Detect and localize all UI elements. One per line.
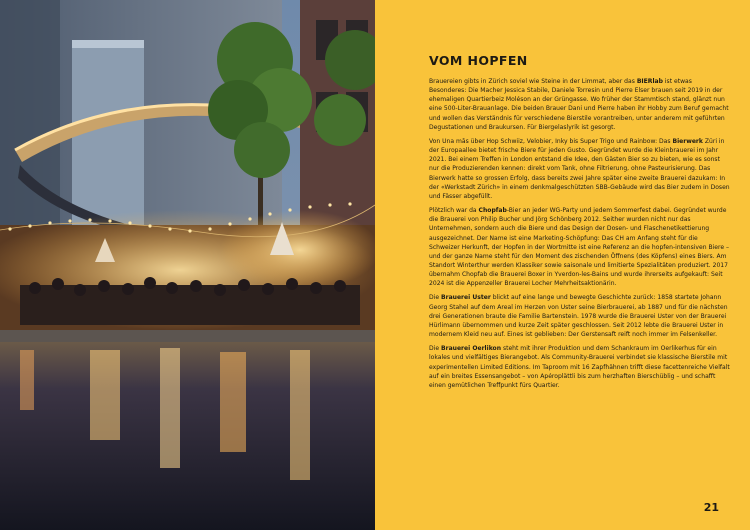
paragraph-2 bbox=[429, 137, 730, 201]
text-run: Die bbox=[429, 294, 441, 302]
text-run: Von Una mās über Hop Schwiiz, Velobier, Inky bis Super Trigo und Rainbow: Das bbox=[429, 137, 673, 145]
brewery-name: BIERlab bbox=[636, 78, 663, 85]
text-run: Brauereien gibts in Zürich soviel wie Steine in der Limmat, aber das bbox=[429, 78, 637, 85]
text-run: Die bbox=[429, 345, 441, 353]
brewery-name: Chopfab bbox=[478, 207, 507, 215]
page-title: VOM HOPFEN bbox=[429, 53, 528, 68]
text-run: ist etwas Besonderes: Die Macher Jessica Stabile, Daniele Torresin und Pierre Elser brauen seit 2019 in der ehemaligen Quartierbeiz Moléson an der Grüngasse. Wo früher der Stammtisch stand, glänzt nun eine 500-Liter-Brauanlage. Die beiden Brauer Dani und Pierre haben ihr Hobby zum Beruf gemacht und wollen das Verständnis für verschiedene Bierstile vorantreiben, unter anderem mit geführten Degustationen und Braukursen. Für Biergelaslyrik ist gesorgt. bbox=[429, 78, 729, 131]
quay-edge bbox=[0, 330, 375, 342]
brewery-name: Brauerei Oerlikon bbox=[440, 345, 502, 353]
text-run: blickt auf eine lange und bewegte Geschichte zurück: 1858 startete Johann Georg Stahel auf dem Areal im Herzen von Uster seine Bierbrauerei, ab 1887 und für die nächsten drei Generationen braute die Familie Bartenstein. 1978 wurde die Brauerei Uster von der Brauerei Hürlimann übernommen und kurze Zeit später geschlossen. Seit 2012 lebte die Brauerei Uster in modernem Kleid neu auf. Eines ist geblieben: Der Gerstensaft reift noch immer im Felsenkeller. bbox=[429, 294, 728, 339]
text-run: Plötzlich war da bbox=[429, 207, 479, 215]
page-number: 21 bbox=[703, 501, 719, 514]
text-run: -Bier an jeder WG-Party und jedem Sommerfest dabei. Gegründet wurde die Brauerei von Philip Bucher und Jörg Schönberg 2012. Seither wurden nicht nur das Unternehmen, sondern auch die Biere und das Design der Dosen- und Flaschenetikettierung ausgezeichnet. Der Name ist eine Marketing-Schöpfung: Das CH am Anfang steht für die Schweizer Herkunft, der Hopfen in der Wortmitte ist eine Referenz an die hopfen-intensiven Biere – und der ganze Name steht für den Moment des zischenden Öffnens (des Köpfens) eines Biers. Am Standort Winterthur werden Klassiker sowie saisonale und limitierte Spezialitäten produziert. 2017 übernahm Chopfab die Brauerei Boxer in Yverdon-les-Bains und wurde ihrerseits aufgekauft: Seit 2024 ist die Appenzeller Brauerei Locher Mehrheitsaktionärin. bbox=[429, 207, 730, 288]
paragraph-1 bbox=[429, 77, 730, 132]
article-body bbox=[429, 77, 730, 390]
paragraph-3 bbox=[429, 206, 730, 288]
text-run: Züri in der Europaallee bietet frische Biere für jeden Gusto. Gegründet wurde die Kleinbrauerei im Jahr 2021. Bei einem Treffen in London entstand die Idee, den Gästen Bier so zu bieten, wie es sonst nur die Produzierenden kennen: direkt vom Tank, ohne Filtrierung, ohne Pasteurisierung. Das Bierwerk hatte so grossen Erfolg, dass bereits zwei Jahre später eine zweite Brauerei dazukam: In der «Werkstadt Zürich» in einem denkmalgeschützten SBB-Gebäude wird das Bier zudem in Dosen und Fässer abgefüllt. bbox=[429, 137, 730, 200]
text-page bbox=[375, 0, 750, 530]
brewery-name: Bierwerk bbox=[672, 137, 703, 145]
brewery-name: Brauerei Uster bbox=[440, 294, 491, 302]
paragraph-5 bbox=[429, 344, 730, 390]
paragraph-4 bbox=[429, 293, 730, 339]
text-run: steht mit ihrer Produktion und dem Schankraum im Oerlikerhus für ein lokales und vielfältiges Bierangebot. Als Community-Brauerei verbindet sie klassische Bierstile mit experimentellen Limited Editions. Im Taproom mit 16 Zapfhähnen trifft diese facettenreiche Vielfalt auf ein breites Essensangebot – von Apéroplättli bis zum herzhaften Bierschüblig – und schafft einen gemütlichen Treffpunkt fürs Quartier. bbox=[429, 345, 730, 389]
water bbox=[0, 342, 375, 530]
